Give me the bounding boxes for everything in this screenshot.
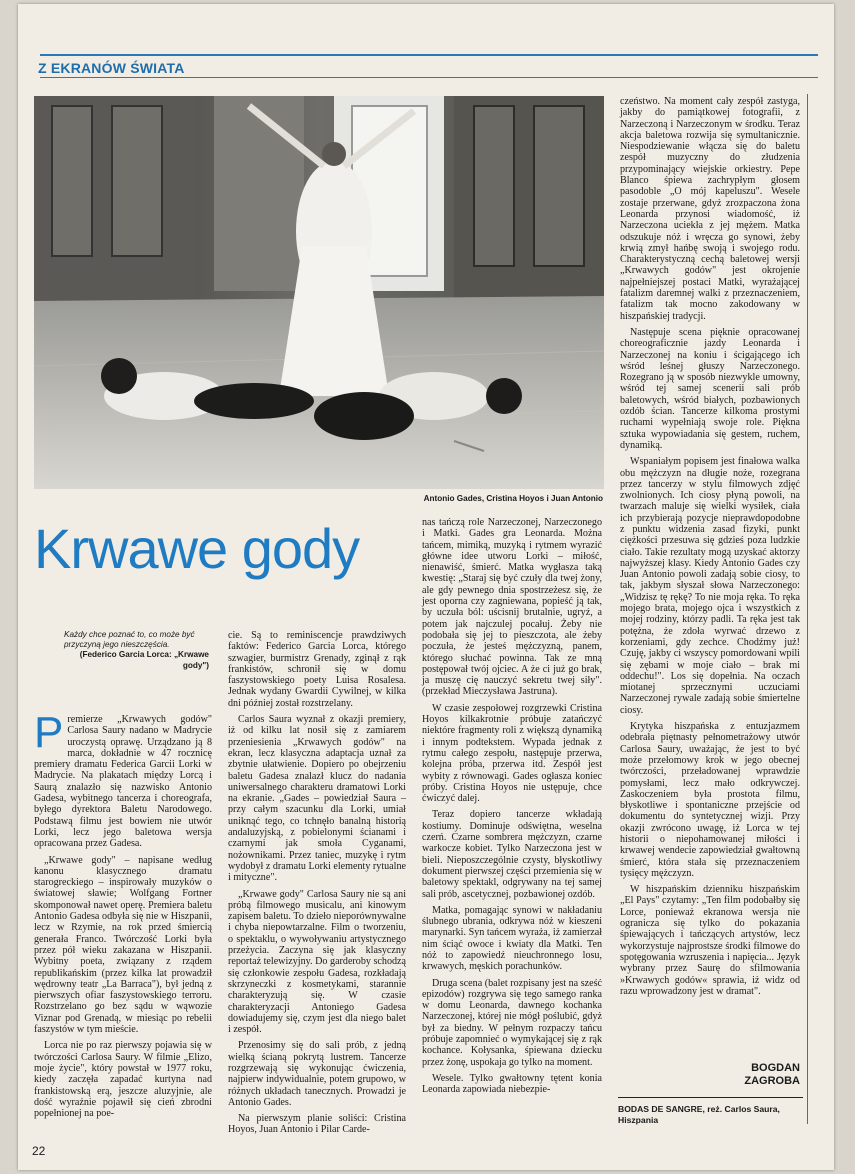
paragraph: Lorca nie po raz pierwszy pojawia się w twórczości Carlosa Saury. W filmie „Elizo, moje życie", który powstał w 1977 roku, kiedy zaczęła zapadać kurtyna nad frankistowską erą, jeszcze aluzyjnie, ale dość wyraźnie pojawił się cień zbrodni popełnionej na poe- (34, 1040, 212, 1120)
author-last-name: ZAGROBA (744, 1075, 800, 1087)
paragraph: Premierze „Krwawych godów" Carlosa Saury nadano w Madrycie uroczystą oprawę. Urządzano ją 8 marca, dokładnie w 47 rocznicę premiery dramatu Federica Garcii Lorki w Madrycie. Na plakatach między Lorcą i Saurą znalazło się nazwisko Antonio Gadesa, wybitnego tancerza i choreografa, byłego dyrektora Baletu Narodowego. Podstawą filmu jest bowiem nie utwór Lorki, lecz jego baletowa wersja opracowana przez Gadesa. (34, 708, 212, 850)
article-column-4 (620, 96, 800, 1002)
page-number: 22 (32, 1144, 46, 1158)
paragraph: Przenosimy się do sali prób, z jedną wielką ścianą pokrytą lustrem. Tancerze rozgrzewają się wykonując ćwiczenia, najpierw indywidualnie, potem grupowo, w różnych układach tanecznych. Prowadzi je Antonio Gades. (228, 1040, 406, 1108)
paragraph: Na pierwszym planie soliści: Cristina Hoyos, Juan Antonio i Pilar Carde- (228, 1113, 406, 1136)
article-column-3 (422, 517, 602, 1101)
paragraph: czeństwo. Na moment cały zespół zastyga, jakby do pamiątkowej fotografii, z Narzeczoną i Narzeczonym w środku. Teraz akcja baletowa rozwija się symultanicznie. Niespodziewanie włącza się do baletu zespół muzyczny do złudzenia przypominający wiejskie orkiestry. Pepe Blanco śpiewa zachrypłym głosem pasodoble „O mój kapeluszu". Wesele zostaje przerwane, gdyż zrozpaczona żona Leonarda przynosi wiadomość, iż Narzeczona uciekła z jej mężem. Matka odszukuje nóż i wręcza go synowi, żeby krwią zmył hańbę swoją i swojego rodu. Charakterystyczną cechą baletowej wersji „Krwawych godów" jest okrojenie najpełniejszej postaci Matki, wyrażającej fatalizm daremnej walki z przeznaczeniem, fatalizm tak mocno zakodowany w hiszpańskiej tradycji. (620, 96, 800, 322)
paragraph: Carlos Saura wyznał z okazji premiery, iż od kilku lat nosił się z zamiarem przeniesienia „Krwawych godów" na ekran, lecz klasyczna adaptacja uznał za zbytnie ułatwienie. Dopiero po obejrzeniu baletu Gadesa znalazł klucz do nadania uniwersalnego charakteru dramatowi Lorki na ekranie. „Gades – powiedział Saura – przy całym szacunku dla Lorki, umiał uniknąć tego, co tchnęło banalną historią andaluzyjską, z pobielonymi ścianami i czarnymi jak smoła Cyganami, nożownikami. Przez taniec, muzykę i rytm wydobył z dramatu Lorki elementy rytualne i mityczne". (228, 714, 406, 884)
section-top-rule (40, 54, 818, 56)
epigraph-text: Każdy chce poznać to, co może być przyczyną jego nieszczęścia. (64, 630, 195, 650)
section-title: Z EKRANÓW ŚWIATA (38, 60, 185, 76)
magazine-page (18, 4, 834, 1170)
article-headline: Krwawe gody (34, 517, 360, 580)
section-bottom-rule (40, 77, 818, 78)
paragraph: Teraz dopiero tancerze wkładają kostiumy. Dominuje odświętna, weselna czerń. Czarne sombrera mężczyzn, czarne warkocze kobiet. Tylko Narzeczona jest w bieli. Nieposzczególnie czysty, błyskotliwy dokument pierwszej części przemienia się w baletowy spektakl, odgrywany na tej samej sali prób, ascetycznej, pozbawionej ozdób. (422, 809, 602, 900)
paragraph: cie. Są to reminiscencje prawdziwych faktów: Federico Garcia Lorca, którego szwagier, burmistrz Grenady, zginął z rąk frankistów, schronił się w domu faszystowskiego poety Luisa Rosalesa. Jednak wydany Gwardii Cywilnej, w kilka dni później został rozstrzelany. (228, 630, 406, 709)
author-first-name: BOGDAN (751, 1062, 800, 1074)
film-credit: BODAS DE SANGRE, reż. Carlos Saura, Hiszpania (618, 1104, 780, 1125)
drop-cap: P (34, 708, 64, 757)
paragraph: „Krwawe gody" – napisane według kanonu klasycznego dramatu starogreckiego – inspirowały muzyków o światowej sławie; Wolfgang Fortner skomponował nawet operę. Premiera baletu Antonio Gadesa odbyła się nie w Hiszpanii, lecz w Rzymie, na rok przed śmiercią generała Franco. Twórczość Lorki była przez pół wieku zakazana w Hiszpanii. Wybitny poeta, związany z rządem republikańskim (przez kilka lat prowadził wędrowny teatr „La Barraca"), był jedną z pierwszych ofiar faszystowskiego terroru. Rozstrzelano go bez sądu w wąwozie Viznar pod Grenadą, w miesiąc po rebelii faszystów w tym mieście. (34, 854, 212, 1036)
photo-caption: Antonio Gades, Cristina Hoyos i Juan Antonio (423, 494, 603, 503)
paragraph: Matka, pomagając synowi w nakładaniu ślubnego ubrania, odkrywa nóż w kieszeni marynarki. Syn tańcem wyraża, iż zamierzał nim ściąć owoce i kwiaty dla Matki. Ten nóż to zapowiedź nieuchronnego losu, krwawych, męskich porachunków. (422, 904, 602, 973)
paragraph: Krytyka hiszpańska z entuzjazmem odebrała piętnasty pełnometrażowy utwór Carlosa Saury, uważając, że jest to być może przełomowy krok w jego obecnej twórczości, przeładowanej wprawdzie pomysłami, lecz mało odkrywczej. Zaskoczeniem była prostota filmu, błyskotliwe i spontaniczne przejście od dokumentu do syntetycznej wizji. Przy okazji zwrócono uwagę, iż Lorca w tej historii o niepohamowanej miłości i krwawej wendecie zapowiedział gwałtowną śmierć, która stała się przeznaczeniem tysięcy mężczyzn. (620, 721, 800, 879)
column-rule (807, 94, 808, 1124)
paragraph: Następuje scena pięknie opracowanej choreograficznie jazdy Leonarda i Narzeczonej na koniu i ścigającego ich wśród leśnej głuszy Narzeczonego. Rozegrano ją w sposób niezwykle umowny, wśród tej samej scenerii sali prób baletowych, wśród białych, pozbawionych ozdób ścian. Tancerze kilkoma prostymi ruchami wypełniają swoje role. Piękna sztuka wypowiadania się gestem, ruchem, dynamiką. (620, 326, 800, 451)
paragraph: W czasie zespołowej rozgrzewki Cristina Hoyos kilkakrotnie próbuje zatańczyć niektóre fragmenty roli z większą dynamiką i innym podtekstem. Wypada jednak z rytmu całego zespołu, następuje przerwa, kolejna próba, przerwa itd. Zespół jest wybity z równowagi. Gades ogłasza koniec próby. Cristina Hoyos nie ustępuje, chce ćwiczyć dalej. (422, 702, 602, 805)
author-byline (708, 1062, 800, 1088)
paragraph: nas tańczą role Narzeczonej, Narzeczonego i Matki. Gades gra Leonarda. Można tańcem, mimiką, muzyką i rytmem wyrazić główne idee utworu Lorki – miłość, nienawiść, śmierć. Matka wygłasza taką kwestię: „Staraj się być czuły dla twej żony, ale gdy pewnego dnia spostrzeżesz się, że jest oporna czy zagniewana, popieść ją tak, by uczuła ból: uścisnij brutalnie, ugryź, a potem jak najczulej pocałuj. Żeby nie podobała się jej to pieszczota, ale żeby poczuła, że jesteś mężczyzną, panem, którego słuchać powinna. Tak ze mną postępował twój ojciec. A że ci już go brak, ja muszę cię nauczyć sekretu twej siły". (przekład Mieczysława Jastruna). (422, 517, 602, 698)
epigraph-source: (Federico Garcia Lorca: „Krwawe gody") (79, 650, 209, 670)
article-column-1 (34, 708, 212, 1124)
epigraph (64, 630, 209, 671)
paragraph: W hiszpańskim dzienniku hiszpańskim „El Pays" czytamy: „Ten film podobałby się Lorce, ponieważ ekranowa wersja nie ogranicza się tylko do pokazania śpiewających i tańczących artystów, lecz wykorzystuje najprostsze środki filmowe do spotęgowania wzruszenia i napięcia... Język wybrany przez Saurę do sfilmowania »Krwawych godów« sprawia, iż widz od razu wprowadzony jest w dramat". (620, 884, 800, 997)
dance-photo (34, 96, 604, 489)
article-column-2 (228, 630, 406, 1141)
paragraph: „Krwawe gody" Carlosa Saury nie są ani próbą filmowego musicalu, ani kinowym zapisem baletu. To dzieło nieporównywalne i chyba niepowtarzalne. Film o tworzeniu, o spektaklu, o wywoływaniu artystycznego przeżycia. Zaczyna się jak klasyczny reportaż telewizyjny. Do garderoby schodzą się członkowie zespołu Gadesa, rozkładają skrzyneczki z kosmetykami, starannie charakteryzują się. W czasie charakteryzacji Antoniego Gadesa dowiadujemy się, czym jest dla niego balet i zespół. (228, 888, 406, 1036)
paragraph: Wspaniałym popisem jest finałowa walka obu mężczyzn na długie noże, rozegrana przez tancerzy w stylu filmowych zdjęć zwolnionych. Ich ciosy płyną powoli, na twarzach maluje się wielki wysiłek, ciała ich przybierają pozycje nieprawdopodobne z punktu widzenia zasad fizyki, punkt ciężkości przesuwa się gdzieś poza ludzkie ciało. Takie rezultaty mogą uzyskać aktorzy najwyższej klasy. Kiedy Antonio Gades czy Juan Antonio powoli zadają sobie ciosy, to tak, jakbym słyszał słowa Narzeczonego: „Widzisz tę rękę? To nie moja ręka. To ręka mojego brata, mojego ojca i wszystkich z mojej rodziny, którzy padli. Ta ręka jest tak potężna, że zdoła wyrwać drzewo z korzeniami, gdy zechce. Chodźmy już! Czuję, jakby ci wszyscy pomordowani wpili się zębami w moje ciało – brak mi oddechu!". Los się dopełnia. Na oczach miotanej sprzecznymi uczuciami Narzeczonej rywale zadają sobie śmiertelne ciosy. (620, 456, 800, 716)
footer-rule (618, 1097, 803, 1098)
paragraph: Druga scena (balet rozpisany jest na sześć epizodów) rozgrywa się tego samego ranka w domu Leonarda, dawnego kochanka Narzeczonej, której nie mógł poślubić, gdyż był za biedny. W pełnym rozpaczy tańcu próbuje zapomnieć o wymykającej się z rąk kochance. Kołysanka, śpiewana dziecku przez żonę, uspokaja go tylko na moment. (422, 977, 602, 1068)
paragraph: Wesele. Tylko gwałtowny tętent konia Leonarda zapowiada niebezpie- (422, 1072, 602, 1096)
